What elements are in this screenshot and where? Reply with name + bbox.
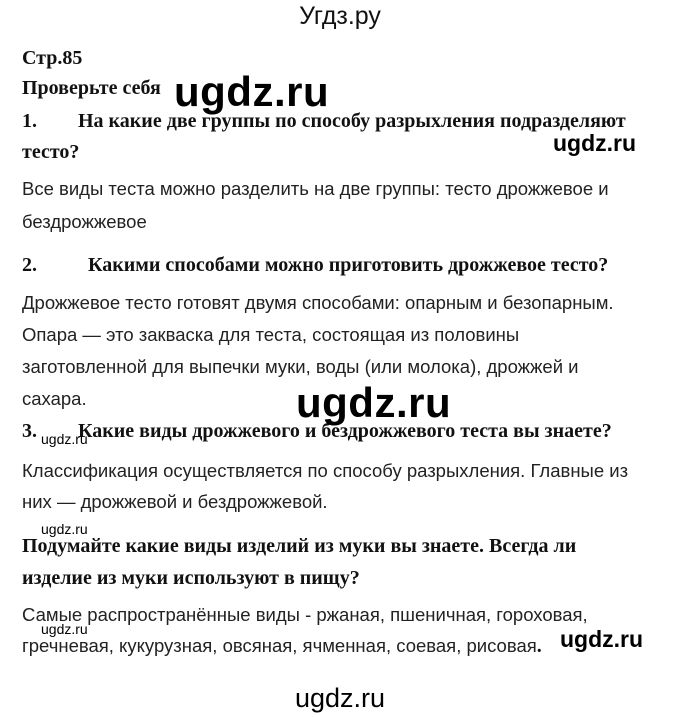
answer-1-line-2: бездрожжевое — [22, 211, 147, 232]
question-number-1: 1. — [22, 110, 37, 132]
bonus-answer-line-2 — [22, 635, 542, 658]
answer-1-line-1: Все виды теста можно разделить на две группы: тесто дрожжевое и — [22, 178, 609, 199]
bonus-answer-text: гречневая, кукурузная, овсяная, ячменная, соевая, рисовая — [22, 635, 537, 656]
answer-3-line-1: Классификация осуществляется по способу разрыхления. Главные из — [22, 460, 629, 481]
answer-2-line-4: сахара. — [22, 388, 87, 409]
question-3-line-1: Какие виды дрожжевого и бездрожжевого теста вы знаете? — [78, 420, 612, 442]
answer-2-line-3: заготовленной для выпечки муки, воды (или молока), дрожжей и — [22, 356, 579, 377]
bonus-answer-period: . — [536, 635, 542, 657]
question-1-line-2: тесто? — [22, 141, 80, 163]
page-label: Стр.85 — [22, 47, 83, 69]
watermark-medium: ugdz.ru — [553, 130, 637, 156]
watermark-small: ugdz.ru — [41, 521, 88, 537]
site-title[interactable]: Угдз.ру — [299, 2, 381, 30]
watermark-large: ugdz.ru — [296, 379, 452, 426]
watermark-small: ugdz.ru — [41, 621, 88, 637]
answer-3-line-2: них — дрожжевой и бездрожжевой. — [22, 491, 328, 512]
question-1-line-1: На какие две группы по способу разрыхления подразделяют — [78, 110, 626, 132]
question-2-line-1: Какими способами можно приготовить дрожжевое тесто? — [88, 254, 609, 276]
question-number-3: 3. — [22, 420, 37, 442]
watermark-large: ugdz.ru — [174, 68, 330, 115]
bonus-answer-line-1: Самые распространённые виды - ржаная, пшеничная, гороховая, — [22, 604, 588, 625]
watermark-small: ugdz.ru — [41, 431, 88, 447]
footer-watermark: ugdz.ru — [294, 683, 386, 713]
bonus-question-line-1: Подумайте какие виды изделий из муки вы знаете. Всегда ли — [22, 535, 577, 557]
question-number-2: 2. — [22, 254, 37, 276]
section-title: Проверьте себя — [22, 77, 161, 99]
answer-2-line-1: Дрожжевое тесто готовят двумя способами: опарным и безопарным. — [22, 292, 614, 313]
watermark-medium: ugdz.ru — [560, 626, 644, 652]
bonus-question-line-2: изделие из муки используют в пищу? — [22, 567, 360, 589]
answer-2-line-2: Опара — это закваска для теста, состоящая из половины — [22, 324, 520, 345]
